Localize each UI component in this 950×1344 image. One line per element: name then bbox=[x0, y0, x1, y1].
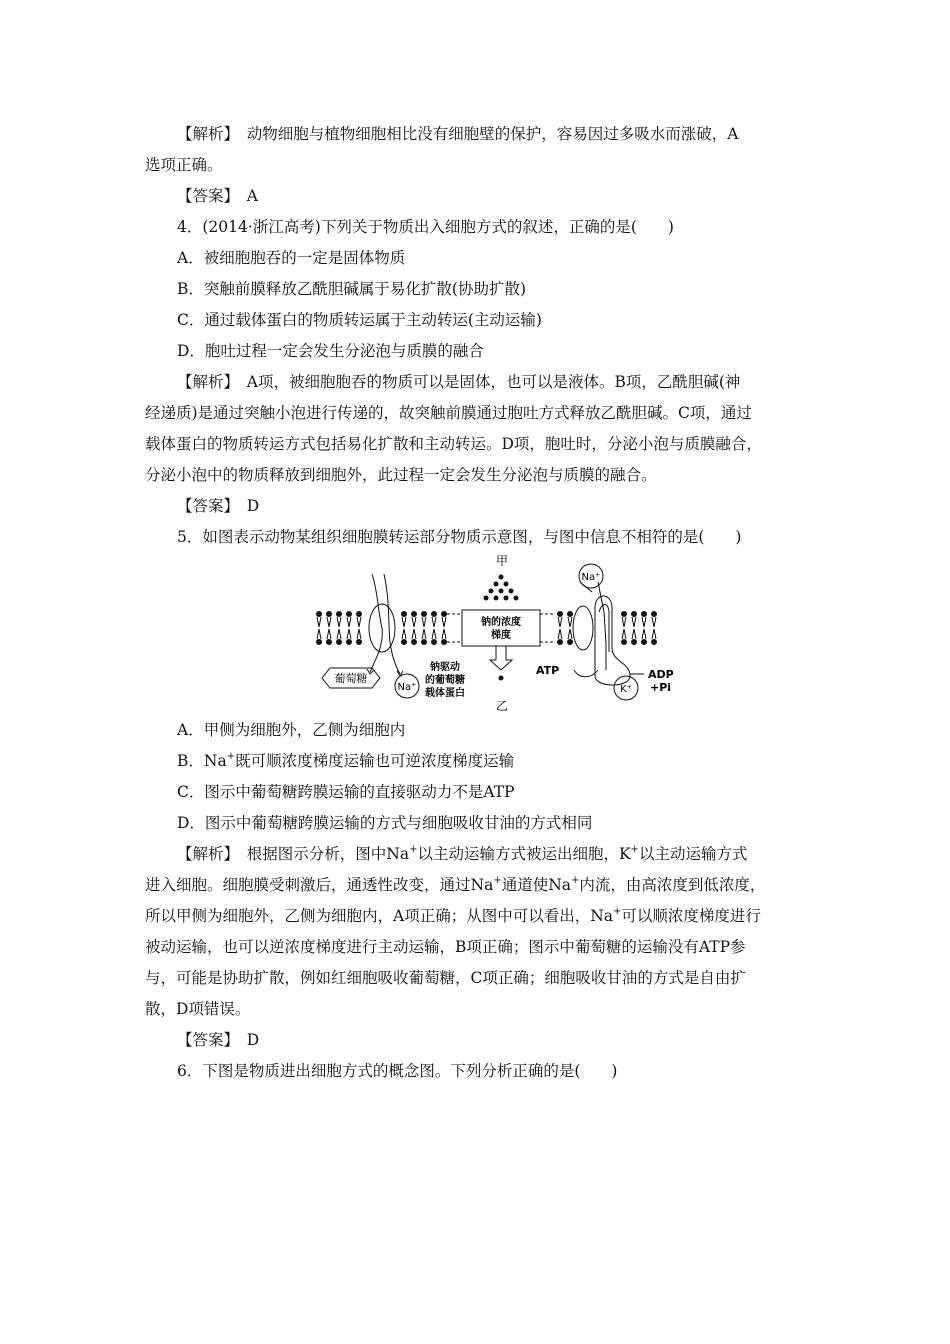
q4-option-a: A．被细胞胞吞的一定是固体物质 bbox=[177, 249, 406, 267]
na-ion-top-label: Na⁺ bbox=[581, 572, 601, 583]
gradient-label-2: 梯度 bbox=[491, 630, 511, 641]
q5-analysis-line-5: 与，可能是协助扩散，例如红细胞吸收葡萄糖，C项正确；细胞吸收甘油的方式是自由扩 bbox=[145, 969, 746, 987]
q3-answer: 【答案】 A bbox=[177, 187, 258, 205]
q4-answer: 【答案】 D bbox=[177, 497, 260, 515]
na-ion-bottom-label: Na⁺ bbox=[397, 682, 417, 693]
q5-analysis-line-3: 所以甲侧为细胞外，乙侧为细胞内，A项正确；从图中可以看出，Na+可以顺浓度梯度进行 bbox=[145, 905, 761, 925]
q5-analysis-line-1: 【解析】 根据图示分析，图中Na+以主动运输方式被运出细胞，K+以主动运输方式 bbox=[177, 843, 748, 863]
phospholipid-right bbox=[558, 612, 657, 645]
q3-analysis-line-1: 【解析】 动物细胞与植物细胞相比没有细胞壁的保护，容易因过多吸水而涨破，A bbox=[177, 125, 739, 143]
gradient-label-1: 钠的浓度 bbox=[481, 617, 521, 628]
q5-option-c: C．图示中葡萄糖跨膜运输的直接驱动力不是ATP bbox=[177, 783, 515, 801]
atp-label: ATP bbox=[536, 664, 560, 677]
pi-label: +Pi bbox=[650, 681, 672, 694]
membrane-transport-diagram bbox=[312, 552, 702, 712]
adp-label: ADP bbox=[648, 668, 674, 681]
side-bottom-label: 乙 bbox=[495, 699, 509, 712]
q4-analysis-line-3: 载体蛋白的物质转运方式包括易化扩散和主动转运。D项，胞吐时，分泌小泡与质膜融合， bbox=[145, 435, 762, 453]
q6-stem: 6．下图是物质进出细胞方式的概念图。下列分析正确的是( ) bbox=[177, 1062, 618, 1080]
q5-option-b: B．Na+既可顺浓度梯度运输也可逆浓度梯度运输 bbox=[177, 750, 515, 770]
q5-option-a: A．甲侧为细胞外，乙侧为细胞内 bbox=[177, 721, 406, 739]
carrier-label-2: 的葡萄糖 bbox=[425, 675, 465, 686]
q5-option-d: D．图示中葡萄糖跨膜运输的方式与细胞吸收甘油的方式相同 bbox=[177, 814, 593, 832]
side-top-label: 甲 bbox=[495, 554, 509, 568]
glucose-label: 葡萄糖 bbox=[334, 672, 368, 685]
q5-stem: 5．如图表示动物某组织细胞膜转运部分物质示意图，与图中信息不相符的是( ) bbox=[177, 528, 742, 546]
q4-analysis-line-4: 分泌小泡中的物质释放到细胞外，此过程一定会发生分泌泡与质膜的融合。 bbox=[145, 466, 657, 484]
q5-answer: 【答案】 D bbox=[177, 1031, 260, 1049]
q4-option-c: C．通过载体蛋白的物质转运属于主动转运(主动运输) bbox=[177, 311, 542, 329]
q4-analysis-line-2: 经递质)是通过突触小泡进行传递的，故突触前膜通过胞吐方式释放乙酰胆碱。C项，通过 bbox=[145, 404, 752, 422]
q5-analysis-line-2: 进入细胞。细胞膜受刺激后，通透性改变，通过Na+通道使Na+内流，由高浓度到低浓度， bbox=[145, 874, 766, 894]
q5-analysis-line-4: 被动运输，也可以逆浓度梯度进行主动运输，B项正确；图示中葡萄糖的运输没有ATP参 bbox=[145, 938, 746, 956]
q3-analysis-line-2: 选项正确。 bbox=[145, 156, 223, 174]
na-channel-oval bbox=[573, 606, 593, 650]
q4-analysis-line-1: 【解析】 A项，被细胞胞吞的物质可以是固体，也可以是液体。B项，乙酰胆碱(神 bbox=[177, 373, 741, 391]
q5-analysis-line-6: 散，D项错误。 bbox=[145, 1000, 251, 1018]
q4-option-b: B．突触前膜释放乙酰胆碱属于易化扩散(协助扩散) bbox=[177, 280, 526, 298]
q4-option-d: D．胞吐过程一定会发生分泌泡与质膜的融合 bbox=[177, 342, 484, 360]
gradient-down-arrow bbox=[490, 646, 512, 670]
k-ion-label: K⁺ bbox=[620, 684, 632, 695]
carrier-label-3: 载体蛋白 bbox=[425, 688, 465, 699]
q4-stem: 4．(2014·浙江高考)下列关于物质出入细胞方式的叙述，正确的是( ) bbox=[177, 218, 674, 236]
carrier-label-1: 钠驱动 bbox=[430, 662, 460, 673]
